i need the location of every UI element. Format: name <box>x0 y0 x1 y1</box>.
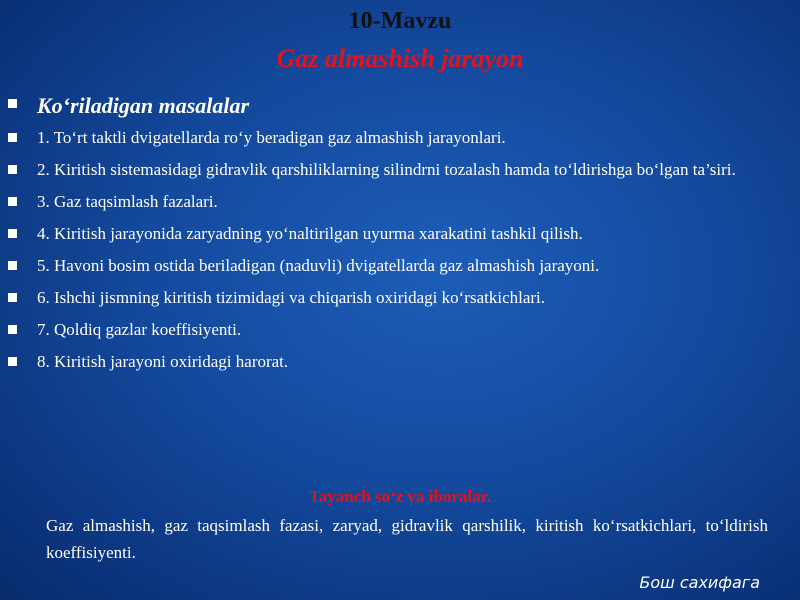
page-title: Gaz almashish jarayon <box>276 44 524 73</box>
list-item <box>0 253 800 279</box>
square-bullet-icon <box>8 133 17 142</box>
square-bullet-icon <box>8 197 17 206</box>
list-item-text: 7. Qoldiq gazlar koeffisiyenti. <box>37 320 242 339</box>
list-item-text: 5. Havoni bosim ostida beriladigan (naduvli) dvigatellarda gaz almashish jarayoni. <box>37 256 600 275</box>
list-item-text: 8. Kiritish jarayoni oxiridagi harorat. <box>37 352 289 371</box>
square-bullet-icon <box>8 357 17 366</box>
topic-number: 10-Mavzu <box>348 8 452 34</box>
square-bullet-icon <box>8 325 17 334</box>
list-heading-text: Ko‘riladigan masalalar <box>37 93 250 118</box>
list-item <box>0 285 800 311</box>
home-page-link[interactable]: Бош сахифага <box>639 573 760 592</box>
list-item-text: 4. Kiritish jarayonida zaryadning yo‘naltirilgan uyurma xarakatini tashkil qilish. <box>37 224 583 243</box>
keywords-text: Gaz almashish, gaz taqsimlash fazasi, zaryad, gidravlik qarshilik, kiritish ko‘rsatkichlari, to‘ldirish koeffisiyenti. <box>46 516 768 562</box>
list-item-text: 6. Ishchi jismning kiritish tizimidagi va chiqarish oxiridagi ko‘rsatkichlari. <box>37 288 546 307</box>
list-item <box>0 221 800 247</box>
square-bullet-icon <box>8 99 17 108</box>
topic-list <box>0 91 800 381</box>
list-item <box>0 349 800 375</box>
list-item <box>0 157 800 183</box>
keywords-title: Tayanch so‘z va iboralar. <box>309 487 491 506</box>
list-item <box>0 317 800 343</box>
list-item-text: 1. To‘rt taktli dvigatellarda ro‘y beradigan gaz almashish jarayonlari. <box>37 128 506 147</box>
list-item-text: 3. Gaz taqsimlash fazalari. <box>37 192 218 211</box>
square-bullet-icon <box>8 293 17 302</box>
list-heading <box>0 91 800 121</box>
list-item <box>0 189 800 215</box>
square-bullet-icon <box>8 261 17 270</box>
square-bullet-icon <box>8 165 17 174</box>
square-bullet-icon <box>8 229 17 238</box>
list-item-text: 2. Kiritish sistemasidagi gidravlik qarshiliklarning silindrni tozalash hamda to‘ldirishga bo‘lgan ta’siri. <box>37 160 736 179</box>
list-item <box>0 125 800 151</box>
